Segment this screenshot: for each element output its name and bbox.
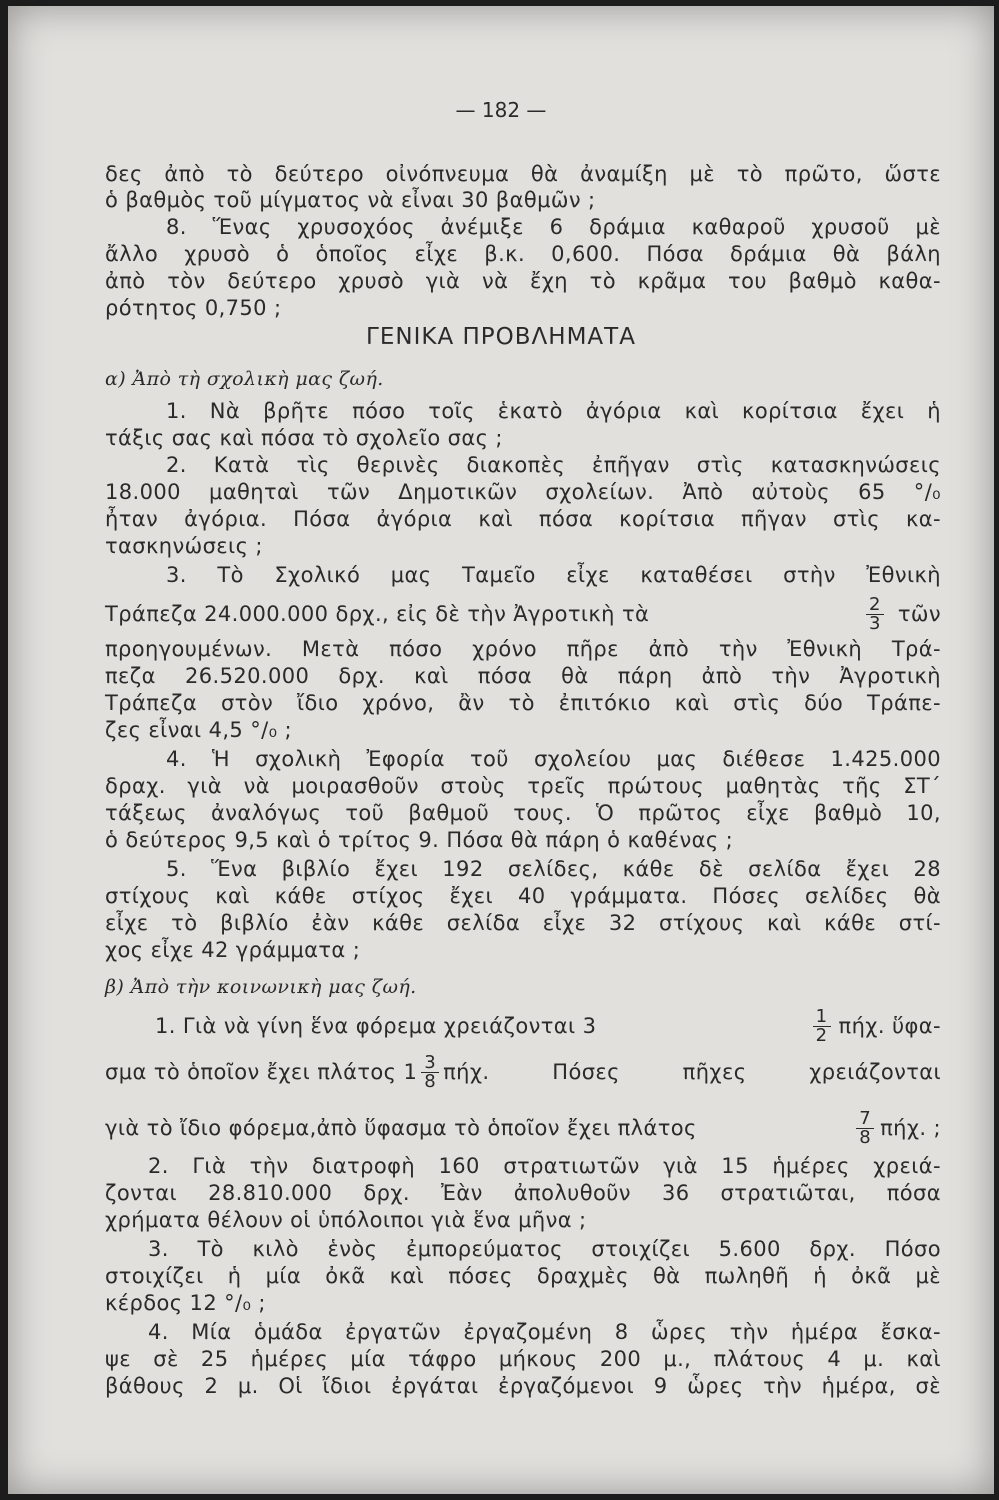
text-line-with-fraction: [155, 1006, 941, 1046]
text-line: εἶχε τὸ βιβλίο ἐὰν κάθε σελίδα εἶχε 32 στίχους καὶ κάθε στί-: [105, 911, 941, 935]
text-line: 3. Τὸ Σχολικό μας Ταμεῖο εἶχε καταθέσει στὴν Ἐθνικὴ: [166, 563, 941, 587]
text-line: στίχους καὶ κάθε στίχος ἔχει 40 γράμματα. Πόσες σελίδες θὰ: [105, 884, 941, 908]
text-line: 1. Νὰ βρῆτε πόσο τοῖς ἑκατὸ ἀγόρια καὶ κορίτσια ἔχει ἡ: [166, 399, 941, 423]
text-line: βάθους 2 μ. Οἱ ἴδιοι ἐργάται ἐργαζόμενοι 9 ὧρες τὴν ἡμέρα, σὲ: [105, 1374, 941, 1398]
text-segment: σμα τὸ ὁποῖον ἔχει πλάτος 1: [105, 1060, 418, 1084]
text-line-with-fraction: [105, 1108, 941, 1148]
text-line: ψε σὲ 25 ἡμέρες μία τάφρο μήκους 200 μ., πλάτους 4 μ. καὶ: [105, 1347, 941, 1371]
text-segment: πήχ. ὕφα-: [838, 1014, 941, 1038]
text-line-with-fraction: [105, 594, 941, 634]
text-line: 3. Τὸ κιλὸ ἑνὸς ἐμπορεύματος στοιχίζει 5.600 δρχ. Πόσο: [148, 1237, 941, 1261]
text-line: δες ἀπὸ τὸ δεύτερο οἰνόπνευμα θὰ ἀναμίξη μὲ τὸ πρῶτο, ὥστε: [105, 162, 941, 186]
text-segment: 1. Γιὰ νὰ γίνη ἕνα φόρεμα χρειάζονται 3: [155, 1014, 597, 1038]
text-line: 2. Κατὰ τὶς θερινὲς διακοπὲς ἐπῆγαν στὶς κατασκηνώσεις: [166, 453, 941, 477]
text-line: ὁ βαθμὸς τοῦ μίγματος νὰ εἶναι 30 βαθμῶν ;: [105, 188, 596, 212]
text-line: χρήματα θέλουν οἱ ὑπόλοιποι γιὰ ἕνα μῆνα ;: [105, 1208, 587, 1232]
text-line: 8. Ἕνας χρυσοχόος ἀνέμιξε 6 δράμια καθαροῦ χρυσοῦ μὲ: [166, 215, 941, 239]
text-segment: τῶν: [897, 602, 941, 626]
text-segment: γιὰ τὸ ἴδιο φόρεμα,ἀπὸ ὕφασμα τὸ ὁποῖον ἔχει πλάτος: [105, 1116, 697, 1140]
text-line: 18.000 μαθηταὶ τῶν Δημοτικῶν σχολείων. Ἀπὸ αὐτοὺς 65 °/₀: [105, 480, 941, 504]
text-line: κέρδος 12 °/₀ ;: [105, 1291, 266, 1315]
fraction: [421, 1051, 439, 1092]
text-line: 2. Γιὰ τὴν διατροφὴ 160 στρατιωτῶν γιὰ 15 ἡμέρες χρειά-: [148, 1154, 941, 1178]
denominator: 3: [868, 612, 881, 634]
numerator: 2: [866, 596, 884, 615]
text-line: ὁ δεύτερος 9,5 καὶ ὁ τρίτος 9. Πόσα θὰ πάρη ὁ καθένας ;: [105, 828, 734, 852]
text-line: ἄλλο χρυσὸ ὁ ὁποῖος εἶχε β.κ. 0,600. Πόσα δράμια θὰ βάλη: [105, 242, 941, 266]
numerator: 1: [813, 1008, 831, 1027]
text-line: τασκηνώσεις ;: [105, 534, 263, 558]
text-line: Τράπεζα στὸν ἴδιο χρόνο, ἂν τὸ ἐπιτόκιο καὶ στὶς δύο Τράπε-: [105, 691, 941, 715]
fraction: [813, 1005, 831, 1046]
subsection-title: β) Ἀπὸ τὴν κοινωνικὴ μας ζωή.: [105, 976, 417, 998]
text-segment: Τράπεζα 24.000.000 δρχ., εἰς δὲ τὴν Ἀγροτικὴ τὰ: [105, 602, 650, 626]
text-line: τάξις σας καὶ πόσα τὸ σχολεῖο σας ;: [105, 426, 503, 450]
text-line: ἀπὸ τὸν δεύτερο χρυσὸ γιὰ νὰ ἔχη τὸ κρᾶμα του βαθμὸ καθα-: [105, 269, 941, 293]
text-line: προηγουμένων. Μετὰ πόσο χρόνο πῆρε ἀπὸ τὴν Ἐθνικὴ Τρά-: [105, 637, 941, 661]
text-line-with-fraction: [105, 1052, 941, 1092]
text-line: δραχ. γιὰ νὰ μοιρασθοῦν στοὺς τρεῖς πρώτους μαθητὰς τῆς ΣΤ´: [105, 774, 941, 798]
denominator: 8: [859, 1126, 872, 1148]
denominator: 8: [424, 1070, 437, 1092]
text-line: τάξεως ἀναλόγως τοῦ βαθμοῦ τους. Ὁ πρῶτος εἶχε βαθμὸ 10,: [105, 801, 941, 825]
text-line: 4. Μία ὁμάδα ἐργατῶν ἐργαζομένη 8 ὧρες τὴν ἡμέρα ἔσκα-: [148, 1320, 941, 1344]
text-line: ζες εἶναι 4,5 °/₀ ;: [105, 718, 293, 742]
page-number: — 182 —: [455, 98, 547, 122]
text-line: χος εἶχε 42 γράμματα ;: [105, 938, 361, 962]
section-heading: ΓΕΝΙΚΑ ΠΡΟΒΛΗΜΑΤΑ: [366, 324, 636, 350]
text-line: στοιχίζει ἡ μία ὀκᾶ καὶ πόσες δραχμὲς θὰ πωληθῆ ἡ ὀκᾶ μὲ: [105, 1264, 941, 1288]
text-line: πεζα 26.520.000 δρχ. καὶ πόσα θὰ πάρη ἀπὸ τὴν Ἀγροτικὴ: [105, 664, 941, 688]
text-segment: πήχ. ;: [880, 1116, 941, 1140]
text-line: ἦταν ἀγόρια. Πόσα ἀγόρια καὶ πόσα κορίτσια πῆγαν στὶς κα-: [105, 507, 941, 531]
text-line: 5. Ἕνα βιβλίο ἔχει 192 σελίδες, κάθε δὲ σελίδα ἔχει 28: [166, 857, 941, 881]
text-segment: πήχ. Πόσες πῆχες χρειάζονται: [443, 1060, 941, 1084]
fraction: [856, 1107, 874, 1148]
denominator: 2: [815, 1024, 828, 1046]
text-line: ρότητος 0,750 ;: [105, 296, 282, 320]
book-page: [8, 6, 994, 1494]
subsection-title: α) Ἀπὸ τὴ σχολικὴ μας ζωή.: [105, 368, 384, 390]
numerator: 7: [856, 1110, 874, 1129]
fraction: [866, 593, 884, 634]
text-line: ζονται 28.810.000 δρχ. Ἐὰν ἀπολυθοῦν 36 στρατιῶται, πόσα: [105, 1181, 941, 1205]
text-line: 4. Ἡ σχολικὴ Ἐφορία τοῦ σχολείου μας διέθεσε 1.425.000: [166, 747, 941, 771]
numerator: 3: [421, 1054, 439, 1073]
